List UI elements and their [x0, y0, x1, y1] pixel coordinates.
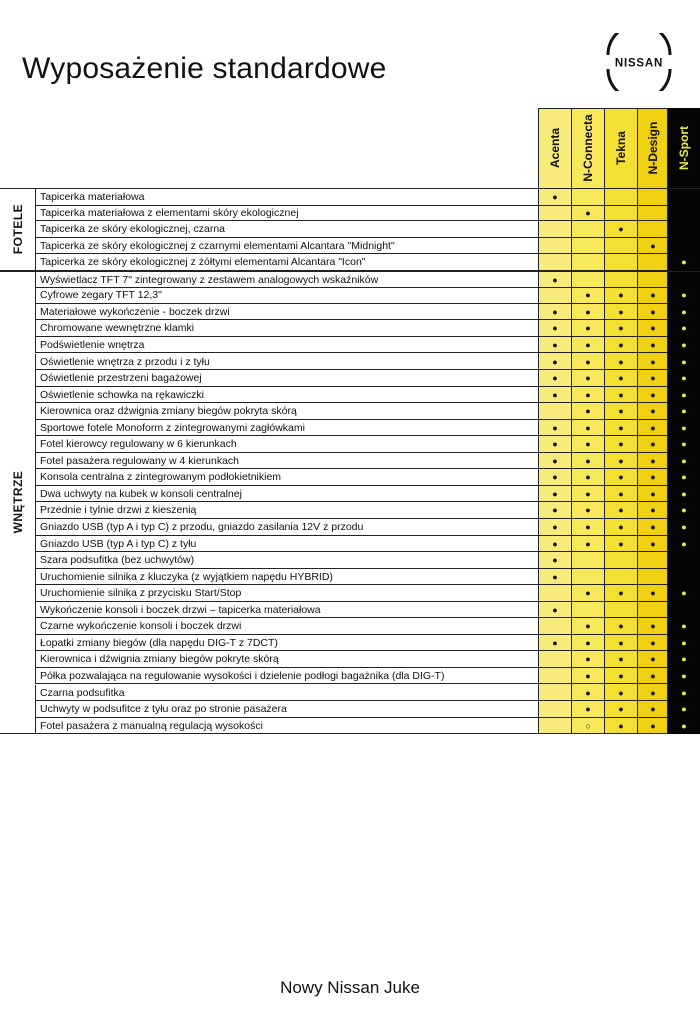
group-1: [0, 271, 35, 734]
row-label: Kierownica oraz dźwignia zmiany biegów pokryta skórą: [35, 403, 538, 420]
cell-n-sport: ●: [668, 668, 700, 685]
cell-n-design: [637, 552, 668, 569]
column-header-label: Acenta: [547, 127, 562, 169]
table-row: [35, 635, 700, 652]
cell-tekna: ●: [604, 618, 637, 635]
cell-acenta: [538, 668, 571, 685]
cell-n-sport: ●: [668, 701, 700, 718]
table-row: [35, 502, 700, 519]
cell-n-sport: ●: [668, 354, 700, 371]
cell-acenta: ●: [538, 502, 571, 519]
cell-acenta: [538, 205, 571, 222]
table-row: [35, 420, 700, 437]
cell-acenta: ●: [538, 387, 571, 404]
cell-n-connecta: ●: [571, 205, 604, 222]
cell-tekna: ●: [604, 718, 637, 735]
cell-n-connecta: ●: [571, 685, 604, 702]
cell-n-sport: ●: [668, 453, 700, 470]
row-label: Oświetlenie wnętrza z przodu i z tyłu: [35, 354, 538, 371]
cell-acenta: ●: [538, 189, 571, 206]
row-label: Łopatki zmiany biegów (dla napędu DIG-T z 7DCT): [35, 635, 538, 652]
cell-n-design: ●: [637, 585, 668, 602]
cell-n-sport: [668, 569, 700, 586]
cell-acenta: [538, 701, 571, 718]
cell-acenta: [538, 254, 571, 271]
cell-acenta: [538, 685, 571, 702]
cell-n-connecta: ●: [571, 585, 604, 602]
nissan-logo: [598, 33, 680, 91]
cell-n-sport: ●: [668, 585, 700, 602]
row-label: Uruchomienie silnika z przycisku Start/Stop: [35, 585, 538, 602]
cell-n-connecta: ●: [571, 469, 604, 486]
cell-n-connecta: ●: [571, 354, 604, 371]
cell-tekna: [604, 272, 637, 289]
cell-n-design: [637, 254, 668, 271]
cell-n-connecta: ●: [571, 486, 604, 503]
cell-n-connecta: [571, 569, 604, 586]
cell-n-sport: ●: [668, 320, 700, 337]
table-row: [35, 486, 700, 503]
cell-n-design: ●: [637, 304, 668, 321]
cell-n-design: ●: [637, 436, 668, 453]
table-row: [35, 585, 700, 602]
cell-acenta: ●: [538, 569, 571, 586]
table-row: [35, 519, 700, 536]
table-row: [35, 337, 700, 354]
cell-n-connecta: ●: [571, 403, 604, 420]
cell-n-design: ●: [637, 519, 668, 536]
cell-acenta: [538, 651, 571, 668]
cell-tekna: ●: [604, 436, 637, 453]
cell-n-sport: ●: [668, 519, 700, 536]
cell-tekna: ●: [604, 387, 637, 404]
table-row: [35, 221, 700, 238]
row-label: Cyfrowe zegary TFT 12,3": [35, 287, 538, 304]
row-label: Fotel kierowcy regulowany w 6 kierunkach: [35, 436, 538, 453]
cell-n-connecta: [571, 221, 604, 238]
cell-acenta: ●: [538, 552, 571, 569]
table-row: [35, 701, 700, 718]
brand-wordmark: NISSAN: [614, 57, 664, 70]
cell-n-design: [637, 189, 668, 206]
cell-tekna: [604, 254, 637, 271]
cell-n-sport: ●: [668, 287, 700, 304]
cell-n-connecta: [571, 254, 604, 271]
cell-n-design: ●: [637, 420, 668, 437]
cell-n-connecta: [571, 189, 604, 206]
cell-acenta: ●: [538, 272, 571, 289]
cell-n-sport: ●: [668, 618, 700, 635]
table-row: [35, 287, 700, 304]
row-label: Fotel pasażera regulowany w 4 kierunkach: [35, 453, 538, 470]
row-label: Gniazdo USB (typ A i typ C) z tyłu: [35, 536, 538, 553]
cell-n-connecta: ●: [571, 651, 604, 668]
cell-acenta: ●: [538, 519, 571, 536]
cell-acenta: [538, 221, 571, 238]
table-row: [35, 602, 700, 619]
column-header-tekna: [604, 108, 637, 188]
cell-n-connecta: ●: [571, 536, 604, 553]
cell-n-connecta: ●: [571, 387, 604, 404]
cell-n-sport: [668, 238, 700, 255]
cell-acenta: [538, 585, 571, 602]
table-row: [35, 453, 700, 470]
cell-n-connecta: [571, 272, 604, 289]
cell-n-design: [637, 221, 668, 238]
cell-n-sport: ●: [668, 486, 700, 503]
row-label: Kierownica i dźwignia zmiany biegów pokryte skórą: [35, 651, 538, 668]
cell-n-design: [637, 569, 668, 586]
table-row: [35, 403, 700, 420]
column-header-n-connecta: [571, 108, 604, 188]
cell-tekna: ●: [604, 287, 637, 304]
row-label: Oświetlenie schowka na rękawiczki: [35, 387, 538, 404]
cell-acenta: [538, 403, 571, 420]
cell-tekna: ●: [604, 453, 637, 470]
cell-acenta: [538, 718, 571, 735]
cell-acenta: ●: [538, 337, 571, 354]
table-row: [35, 469, 700, 486]
cell-tekna: ●: [604, 420, 637, 437]
cell-n-design: ●: [637, 370, 668, 387]
cell-n-connecta: ●: [571, 668, 604, 685]
column-header-label: N-Design: [645, 121, 660, 175]
cell-tekna: ●: [604, 668, 637, 685]
table-row: [35, 685, 700, 702]
group-0: [0, 188, 35, 271]
table-row: [35, 651, 700, 668]
cell-tekna: ●: [604, 519, 637, 536]
column-header-n-design: [637, 108, 668, 188]
cell-n-design: ●: [637, 320, 668, 337]
cell-tekna: [604, 205, 637, 222]
cell-tekna: ●: [604, 685, 637, 702]
cell-n-design: ●: [637, 387, 668, 404]
cell-acenta: ●: [538, 370, 571, 387]
cell-tekna: ●: [604, 304, 637, 321]
cell-n-sport: ●: [668, 420, 700, 437]
cell-tekna: [604, 189, 637, 206]
cell-n-design: ●: [637, 337, 668, 354]
cell-tekna: ●: [604, 701, 637, 718]
page-title: Wyposażenie standardowe: [22, 52, 387, 85]
table-row: [35, 668, 700, 685]
table-row: [35, 718, 700, 735]
row-label: Szara podsufitka (bez uchwytów): [35, 552, 538, 569]
cell-tekna: [604, 602, 637, 619]
cell-n-design: ●: [637, 453, 668, 470]
row-label: Fotel pasażera z manualną regulacją wysokości: [35, 718, 538, 735]
row-label: Tapicerka materiałowa: [35, 189, 538, 206]
cell-tekna: ●: [604, 320, 637, 337]
cell-n-design: [637, 272, 668, 289]
cell-n-design: [637, 205, 668, 222]
cell-tekna: ●: [604, 469, 637, 486]
column-header-label: N-Connecta: [580, 114, 595, 182]
cell-n-sport: ●: [668, 635, 700, 652]
cell-acenta: [538, 238, 571, 255]
cell-tekna: ●: [604, 354, 637, 371]
cell-tekna: [604, 238, 637, 255]
cell-n-design: [637, 602, 668, 619]
table-row: [35, 205, 700, 222]
row-label: Czarne wykończenie konsoli i boczek drzwi: [35, 618, 538, 635]
cell-n-design: ●: [637, 354, 668, 371]
row-label: Tapicerka ze skóry ekologicznej z czarnymi elementami Alcantara "Midnight": [35, 238, 538, 255]
cell-acenta: ●: [538, 304, 571, 321]
cell-n-connecta: ●: [571, 304, 604, 321]
row-label: Gniazdo USB (typ A i typ C) z przodu, gniazdo zasilania 12V z przodu: [35, 519, 538, 536]
row-label: Tapicerka materiałowa z elementami skóry ekologicznej: [35, 205, 538, 222]
cell-acenta: ●: [538, 486, 571, 503]
cell-n-design: ●: [637, 685, 668, 702]
cell-n-sport: [668, 272, 700, 289]
table-row: [35, 387, 700, 404]
cell-acenta: ●: [538, 354, 571, 371]
row-label: Dwa uchwyty na kubek w konsoli centralnej: [35, 486, 538, 503]
table-row: [35, 238, 700, 255]
row-label: Chromowane wewnętrzne klamki: [35, 320, 538, 337]
cell-n-connecta: ●: [571, 370, 604, 387]
cell-n-connecta: ●: [571, 519, 604, 536]
cell-tekna: ●: [604, 651, 637, 668]
cell-tekna: ●: [604, 221, 637, 238]
cell-n-sport: ●: [668, 403, 700, 420]
cell-n-connecta: ●: [571, 436, 604, 453]
cell-n-sport: ●: [668, 651, 700, 668]
cell-n-sport: ●: [668, 337, 700, 354]
cell-n-design: ●: [637, 701, 668, 718]
cell-tekna: [604, 552, 637, 569]
cell-n-connecta: [571, 552, 604, 569]
cell-n-sport: ●: [668, 254, 700, 271]
table-row: [35, 552, 700, 569]
cell-n-sport: [668, 552, 700, 569]
row-label: Oświetlenie przestrzeni bagażowej: [35, 370, 538, 387]
cell-acenta: [538, 287, 571, 304]
cell-acenta: ●: [538, 635, 571, 652]
cell-n-sport: ●: [668, 370, 700, 387]
cell-n-design: ●: [637, 238, 668, 255]
cell-n-connecta: ●: [571, 502, 604, 519]
cell-n-sport: ●: [668, 469, 700, 486]
cell-tekna: ●: [604, 502, 637, 519]
cell-n-sport: ●: [668, 387, 700, 404]
table-row: [35, 536, 700, 553]
table-row: [35, 436, 700, 453]
cell-n-connecta: ●: [571, 287, 604, 304]
table-row: [35, 370, 700, 387]
cell-n-design: ●: [637, 287, 668, 304]
cell-n-connecta: [571, 602, 604, 619]
cell-tekna: [604, 569, 637, 586]
cell-n-design: ●: [637, 486, 668, 503]
row-label: Materiałowe wykończenie - boczek drzwi: [35, 304, 538, 321]
cell-n-design: ●: [637, 635, 668, 652]
table-row: [35, 569, 700, 586]
cell-tekna: ●: [604, 536, 637, 553]
table-row: [35, 188, 700, 206]
cell-n-sport: ●: [668, 304, 700, 321]
cell-tekna: ●: [604, 585, 637, 602]
cell-n-connecta: ○: [571, 718, 604, 735]
cell-n-connecta: ●: [571, 420, 604, 437]
cell-acenta: ●: [538, 420, 571, 437]
row-label: Uchwyty w podsufitce z tyłu oraz po stronie pasażera: [35, 701, 538, 718]
row-label: Konsola centralna z zintegrowanym podłokietnikiem: [35, 469, 538, 486]
cell-n-design: ●: [637, 502, 668, 519]
table-row: [35, 320, 700, 337]
cell-n-sport: ●: [668, 685, 700, 702]
column-header-n-sport: [668, 108, 700, 188]
cell-n-design: ●: [637, 668, 668, 685]
cell-n-connecta: ●: [571, 453, 604, 470]
cell-acenta: ●: [538, 602, 571, 619]
cell-acenta: [538, 618, 571, 635]
cell-n-connecta: [571, 238, 604, 255]
cell-n-sport: [668, 221, 700, 238]
cell-tekna: ●: [604, 403, 637, 420]
cell-n-sport: [668, 602, 700, 619]
cell-acenta: ●: [538, 453, 571, 470]
cell-n-connecta: ●: [571, 618, 604, 635]
row-label: Przednie i tylnie drzwi z kieszenią: [35, 502, 538, 519]
cell-n-sport: [668, 205, 700, 222]
cell-tekna: ●: [604, 337, 637, 354]
row-label: Sportowe fotele Monoform z zintegrowanymi zagłówkami: [35, 420, 538, 437]
cell-n-design: ●: [637, 618, 668, 635]
row-label: Wyświetlacz TFT 7" zintegrowany z zestawem analogowych wskaźników: [35, 272, 538, 289]
cell-n-design: ●: [637, 718, 668, 735]
row-label: Tapicerka ze skóry ekologicznej, czarna: [35, 221, 538, 238]
table-row: [35, 304, 700, 321]
cell-acenta: ●: [538, 436, 571, 453]
cell-n-sport: ●: [668, 436, 700, 453]
group-label: FOTELE: [10, 204, 25, 255]
cell-acenta: ●: [538, 536, 571, 553]
table-row: [35, 354, 700, 371]
cell-n-sport: ●: [668, 718, 700, 735]
row-label: Półka pozwalająca na regulowanie wysokości i dzielenie podłogi bagażnika (dla DIG-T): [35, 668, 538, 685]
column-header-acenta: [538, 108, 571, 188]
row-label: Podświetlenie wnętrza: [35, 337, 538, 354]
cell-n-design: ●: [637, 536, 668, 553]
cell-acenta: ●: [538, 469, 571, 486]
cell-acenta: ●: [538, 320, 571, 337]
row-label: Wykończenie konsoli i boczek drzwi – tapicerka materiałowa: [35, 602, 538, 619]
group-label: WNĘTRZE: [10, 471, 25, 534]
table-row: [35, 254, 700, 271]
table-row: [35, 271, 700, 289]
row-label: Uruchomienie silnika z kluczyka (z wyjątkiem napędu HYBRID): [35, 569, 538, 586]
row-label: Czarna podsufitka: [35, 685, 538, 702]
footer-model-name: Nowy Nissan Juke: [280, 978, 420, 997]
cell-n-design: ●: [637, 651, 668, 668]
cell-n-design: ●: [637, 403, 668, 420]
cell-n-connecta: ●: [571, 337, 604, 354]
row-label: Tapicerka ze skóry ekologicznej z żółtymi elementami Alcantara "Icon": [35, 254, 538, 271]
cell-n-sport: [668, 189, 700, 206]
cell-n-sport: ●: [668, 536, 700, 553]
cell-n-connecta: ●: [571, 320, 604, 337]
column-header-label: Tekna: [613, 131, 628, 165]
column-header-label: N-Sport: [677, 126, 691, 170]
table-row: [35, 618, 700, 635]
cell-tekna: ●: [604, 635, 637, 652]
cell-n-connecta: ●: [571, 635, 604, 652]
cell-n-design: ●: [637, 469, 668, 486]
cell-tekna: ●: [604, 486, 637, 503]
cell-n-connecta: ●: [571, 701, 604, 718]
cell-tekna: ●: [604, 370, 637, 387]
cell-n-sport: ●: [668, 502, 700, 519]
